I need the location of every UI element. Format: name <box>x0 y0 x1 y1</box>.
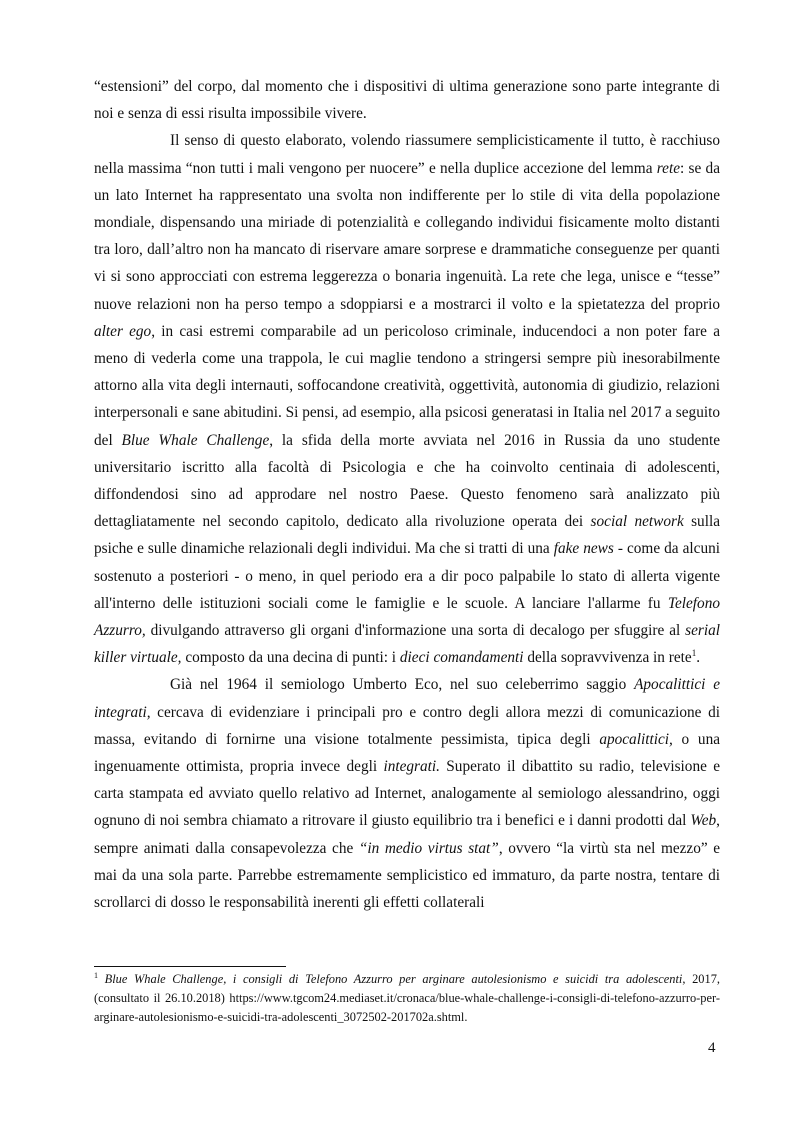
text-run: “estensioni” del corpo, dal momento che i dispositivi di ultima generazione sono parte integrante di noi e senza di essi risulta impossibile vivere. <box>94 78 720 123</box>
italic-text: serial killer virtuale, <box>94 622 720 667</box>
italic-text: alter ego <box>94 322 152 340</box>
text-run: della sopravvivenza in rete <box>523 649 692 667</box>
italic-text: Blue Whale Challenge <box>121 431 270 449</box>
italic-text: “in medio virtus stat” <box>358 839 499 857</box>
text-run: divulgando attraverso gli organi d'informazione una sorta di decalogo per sfuggire al <box>145 622 686 640</box>
footnote-reference: 1 <box>94 970 98 980</box>
text-run: cercava di evidenziare i principali pro e contro degli allora mezzi di comunicazione di massa, evitando di fornirne una visione totalmente pessimista, tipica degli <box>94 703 720 748</box>
text-run: Il senso di questo elaborato, volendo riassumere semplicisticamente il tutto, è racchiuso nella massima “non tutti i mali vengono per nuocere” e nella duplice accezione del lemma <box>94 132 720 177</box>
page-number: 4 <box>708 1040 716 1056</box>
italic-text: Web <box>690 812 717 830</box>
body-text <box>94 73 720 916</box>
paragraph <box>94 127 720 671</box>
text-run: composto da una decina di punti: i <box>181 649 400 667</box>
text-run: o una ingenuamente ottimista, propria invece degli <box>94 730 721 776</box>
text-run: . <box>696 649 701 667</box>
footnotes <box>94 970 720 1027</box>
italic-text: integrati. <box>383 758 440 776</box>
text-run: : se da un lato Internet ha rappresentato una svolta non indifferente per lo stile di vita della popolazione mondiale, dispensando una miriade di potenzialità e collegando individui fisicamente molto distanti tra loro, dall’altro non ha mancato di riservare amare sorprese e drammatiche conseguenze per quanti vi si sono approcciati con estrema leggerezza o bonaria ingenuità. La rete che lega, unisce e “tesse” nuove relazioni non ha perso tempo a sdoppiarsi e a mostrarci il volto e la spietatezza del proprio <box>94 159 720 313</box>
text-run: , ovvero “la virtù sta nel mezzo” e mai da una sola parte. Parrebbe estremamente semplicistico ed immaturo, da parte nostra, tentare di scrollarci di dosso le responsabilità inerenti gli effetti collaterali <box>94 839 721 912</box>
italic-text: apocalittici, <box>599 730 673 748</box>
italic-text: rete <box>656 159 680 177</box>
paragraph <box>94 73 720 127</box>
italic-text: dieci comandamenti <box>399 649 524 667</box>
text-run: - come da alcuni sostenuto a posteriori - o meno, in quel periodo era a dir poco palpabile lo stato di allerta vigente all'interno delle istituzioni sociali come le famiglie e le scuole. A lanciare l'allarme fu <box>94 540 720 612</box>
text-run: Superato il dibattito su radio, televisione e carta stampata ed avviato quello relativo ad Internet, analogamente al semiologo alessandrino, oggi ognuno di noi sembra chiamato a ritrovare il giusto equilibrio tra i benefici e i danni prodotti dal <box>94 758 720 830</box>
text-run: , sempre animati dalla consapevolezza che <box>94 812 720 857</box>
text-run: , in casi estremi comparabile ad un pericoloso criminale, inducendoci a non poter fare a meno di vederla come una trappola, le cui maglie tendono a stringersi sempre più inesorabilmente attorno alla vita degli internauti, soffocandone creatività, oggettività, autonomia di giudizio, relazioni interpersonali e sane abitudini. Si pensi, ad esempio, alla psicosi generatasi in Italia nel 2017 a seguito del <box>94 322 720 449</box>
italic-text: Blue Whale Challenge, i consigli di Telefono Azzurro per arginare autolesionismo e suicidi tra adolescenti <box>104 972 683 986</box>
italic-text: Telefono Azzurro, <box>94 594 720 640</box>
text-run <box>98 972 105 986</box>
italic-text: Apocalittici e integrati, <box>94 676 720 721</box>
text-run: Già nel 1964 il semiologo Umberto Eco, nel suo celeberrimo saggio <box>170 676 635 694</box>
footnote <box>94 970 720 1027</box>
text-run: sulla psiche e sulle dinamiche relazionali degli individui. Ma che si tratti di una <box>94 513 720 558</box>
text-run: , 2017, (consultato il 26.10.2018) https://www.tgcom24.mediaset.it/cronaca/blue-whale-challenge-i-consigli-di-telefono-azzurro-per-arginare-autolesionismo-e-suicidi-tra-adolescenti_3072502-201702a.shtml. <box>94 972 720 1024</box>
italic-text: fake news <box>553 540 614 558</box>
footnote-reference: 1 <box>691 648 697 659</box>
text-run: , la sfida della morte avviata nel 2016 in Russia da uno studente universitario iscritto alla facoltà di Psicologia e che ha coinvolto centinaia di adolescenti, diffondendosi sino ad approdare nel nostro Paese. Questo fenomeno sarà analizzato più dettagliatamente nel secondo capitolo, dedicato alla rivoluzione operata dei <box>94 431 720 531</box>
footnote-separator <box>94 966 286 967</box>
italic-text: social network <box>590 513 684 531</box>
paragraph <box>94 671 720 916</box>
